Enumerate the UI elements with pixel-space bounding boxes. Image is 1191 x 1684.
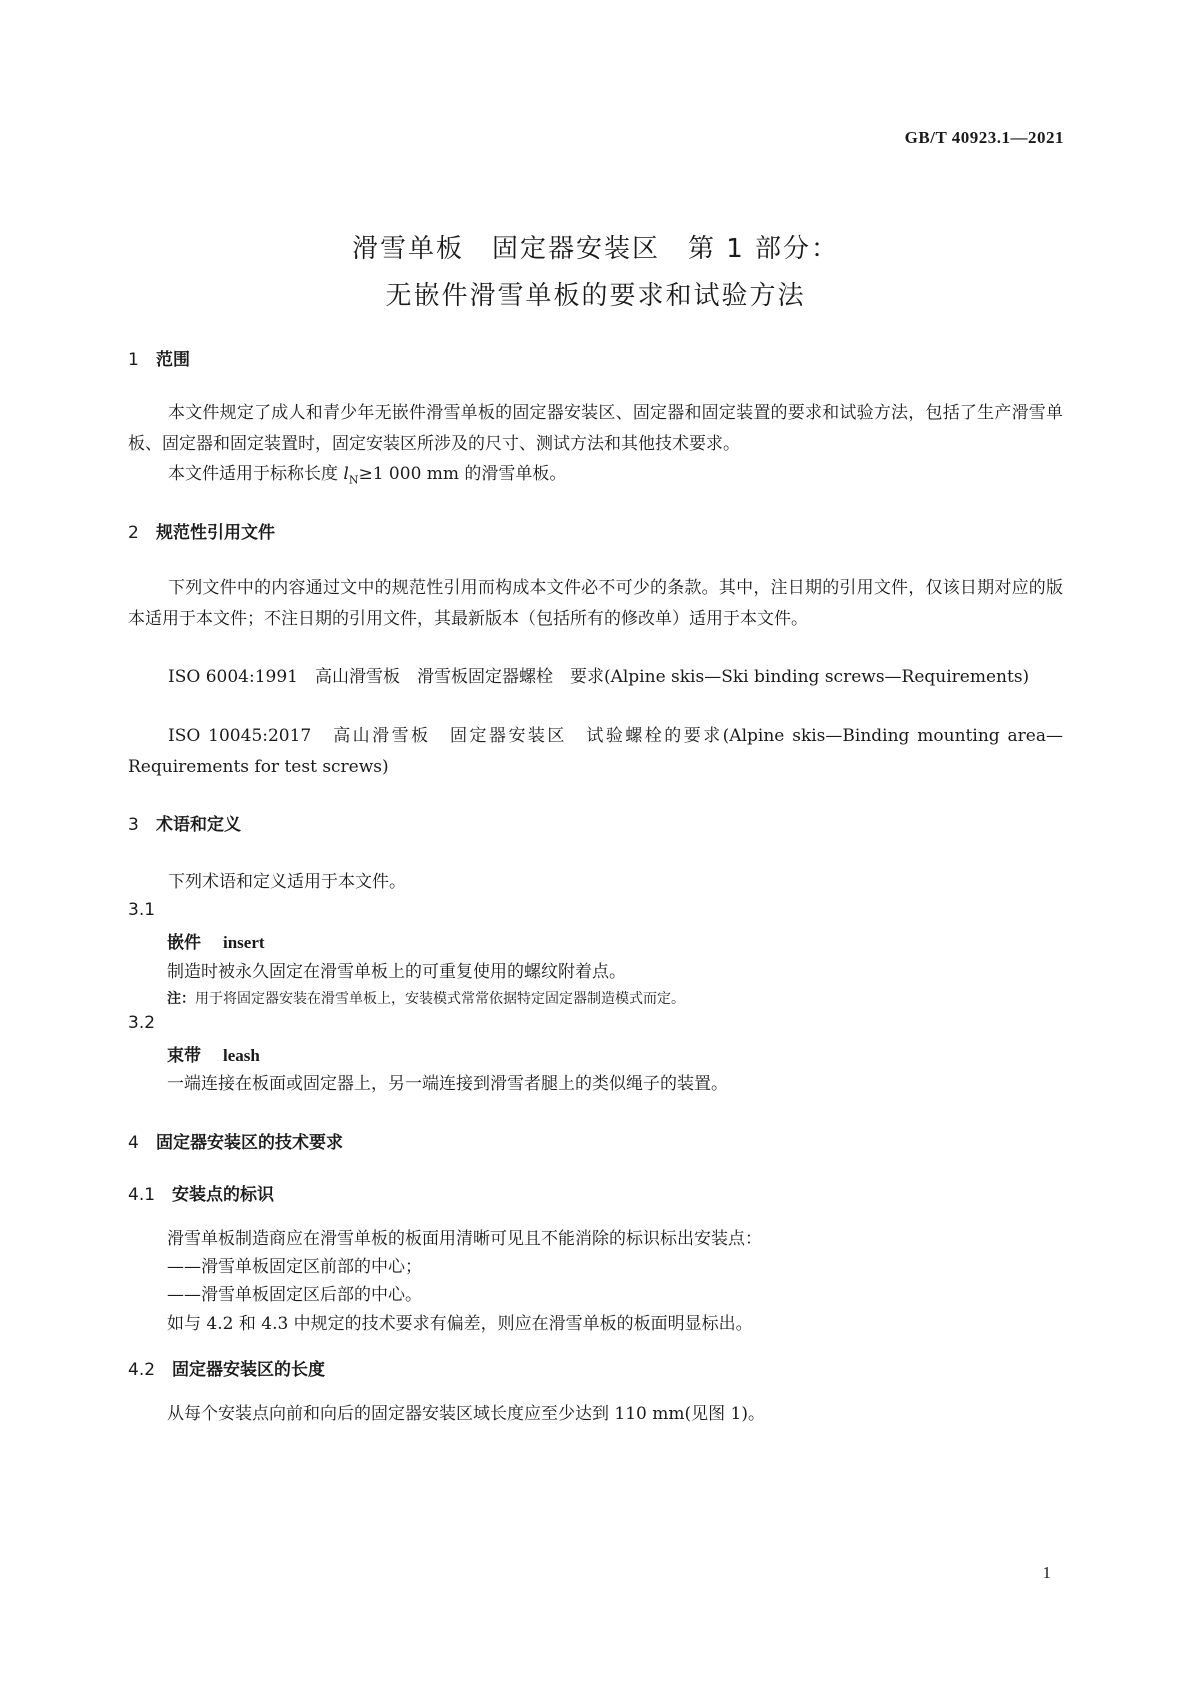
section-1-heading [128, 345, 190, 370]
term-chinese: 嵌件 [167, 933, 201, 953]
mounting-area-length: 从每个安装点向前和向后的固定器安装区域长度应至少达到 110 mm(见图 1)。 [167, 1404, 765, 1424]
term-english: leash [223, 1046, 260, 1065]
applicability-text-end: ≥1 000 mm 的滑雪单板。 [358, 464, 567, 484]
term-definition: 制造时被永久固定在滑雪单板上的可重复使用的螺纹附着点。 [167, 962, 626, 982]
term-number: 3.2 [128, 1013, 156, 1033]
page-number: 1 [1042, 1563, 1051, 1582]
section-number: 3 [128, 815, 139, 835]
section-title: 固定器安装区的技术要求 [156, 1133, 343, 1153]
scope-paragraph: 本文件规定了成人和青少年无嵌件滑雪单板的固定器安装区、固定器和固定装置的要求和试验方法，包括了生产滑雪单板、固定器和固定装置时，固定安装区所涉及的尺寸、测试方法和其他技术要求。 [128, 403, 1063, 454]
normative-references-intro: 下列文件中的内容通过文中的规范性引用而构成本文件必不可少的条款。其中，注日期的引用文件，仅该日期对应的版本适用于本文件；不注日期的引用文件，其最新版本（包括所有的修改单）适用于本文件。 [128, 578, 1063, 629]
section-title: 规范性引用文件 [156, 523, 275, 543]
list-item: ——滑雪单板固定区后部的中心。 [167, 1285, 422, 1305]
section-number: 1 [128, 350, 139, 370]
length-subscript: N [348, 473, 359, 487]
note-label: 注： [167, 991, 195, 1007]
list-item: ——滑雪单板固定区前部的中心； [167, 1257, 422, 1277]
subsection-title: 安装点的标识 [172, 1185, 274, 1205]
reference-iso-10045: ISO 10045:2017 高山滑雪板 固定器安装区 试验螺栓的要求(Alpine skis—Binding mounting area—Requirements for test screws) [128, 726, 1063, 777]
term-insert [167, 928, 265, 953]
subsection-number: 4.1 [128, 1185, 156, 1205]
section-number: 2 [128, 523, 139, 543]
subsection-4-1-heading [128, 1180, 274, 1205]
section-title: 范围 [156, 350, 190, 370]
term-leash [167, 1041, 260, 1066]
section-4-heading [128, 1128, 343, 1153]
section-title: 术语和定义 [156, 815, 241, 835]
subsection-4-2-heading [128, 1355, 325, 1380]
section-number: 4 [128, 1133, 139, 1153]
terms-intro: 下列术语和定义适用于本文件。 [168, 872, 406, 892]
section-3-heading [128, 810, 241, 835]
marking-requirement: 滑雪单板制造商应在滑雪单板的板面用清晰可见且不能消除的标识标出安装点： [167, 1229, 762, 1249]
length-symbol: l [343, 464, 349, 484]
subsection-title: 固定器安装区的长度 [172, 1360, 325, 1380]
standard-number: GB/T 40923.1—2021 [904, 128, 1064, 147]
term-english: insert [223, 933, 265, 952]
deviation-note: 如与 4.2 和 4.3 中规定的技术要求有偏差，则应在滑雪单板的板面明显标出。 [167, 1314, 753, 1334]
document-title-line-2: 无嵌件滑雪单板的要求和试验方法 [385, 281, 806, 311]
term-number: 3.1 [128, 900, 156, 920]
term-note [167, 988, 685, 1008]
applicability-text-start: 本文件适用于标称长度 [168, 464, 344, 484]
document-title-line-1: 滑雪单板 固定器安装区 第 1 部分： [351, 234, 840, 264]
term-chinese: 束带 [167, 1046, 201, 1066]
reference-iso-6004: ISO 6004:1991 高山滑雪板 滑雪板固定器螺栓 要求(Alpine skis—Ski binding screws—Requirements) [168, 667, 1030, 687]
section-2-heading [128, 518, 275, 543]
scope-applicability [168, 459, 566, 486]
note-text: 用于将固定器安装在滑雪单板上，安装模式常常依据特定固定器制造模式而定。 [195, 991, 685, 1007]
subsection-number: 4.2 [128, 1360, 156, 1380]
term-definition: 一端连接在板面或固定器上，另一端连接到滑雪者腿上的类似绳子的装置。 [167, 1074, 728, 1094]
